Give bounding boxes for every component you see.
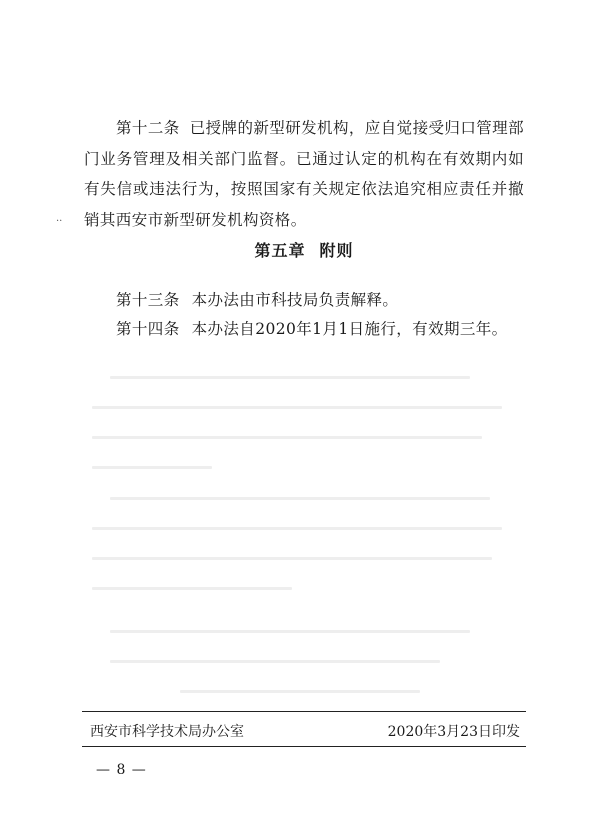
bleed-through-line <box>110 497 490 500</box>
chapter-heading <box>84 239 524 263</box>
bleed-through-line <box>92 527 502 530</box>
bleed-through-line <box>92 587 292 590</box>
chapter-title: 附则 <box>319 241 354 260</box>
article-14 <box>116 317 508 341</box>
issue-date: 2020年3月23日印发 <box>387 724 520 740</box>
page-number: — 8 — <box>96 762 147 778</box>
issuance-footer <box>90 722 520 742</box>
footer-rule-top <box>82 711 526 712</box>
bleed-through-line <box>110 660 440 663</box>
bleed-through-line <box>110 630 470 633</box>
article-12 <box>84 113 524 235</box>
article-14-text: 本办法自2020年1月1日施行，有效期三年。 <box>191 320 508 338</box>
issuer-name: 西安市科学技术局办公室 <box>90 724 244 740</box>
bleed-through-line <box>92 406 502 409</box>
bleed-through-line <box>180 690 420 693</box>
margin-mark: .. <box>56 213 63 224</box>
footer-rule-bottom <box>82 746 526 747</box>
article-13-text: 本办法由市科技局负责解释。 <box>191 291 399 309</box>
article-12-label: 第十二条 <box>116 119 180 137</box>
bleed-through-line <box>92 436 482 439</box>
bleed-through-line <box>110 376 470 379</box>
article-13 <box>116 288 398 312</box>
article-14-label: 第十四条 <box>116 320 180 338</box>
article-13-label: 第十三条 <box>116 291 180 309</box>
bleed-through-line <box>92 557 492 560</box>
article-12-text: 已授牌的新型研发机构，应自觉接受归口管理部门业务管理及相关部门监督。已通过认定的机构在有效期内如有失信或违法行为，按照国家有关规定依法追究相应责任并撤销其西安市新型研发机构资格。 <box>84 119 524 229</box>
bleed-through-line <box>92 466 212 469</box>
chapter-number: 第五章 <box>254 241 306 260</box>
